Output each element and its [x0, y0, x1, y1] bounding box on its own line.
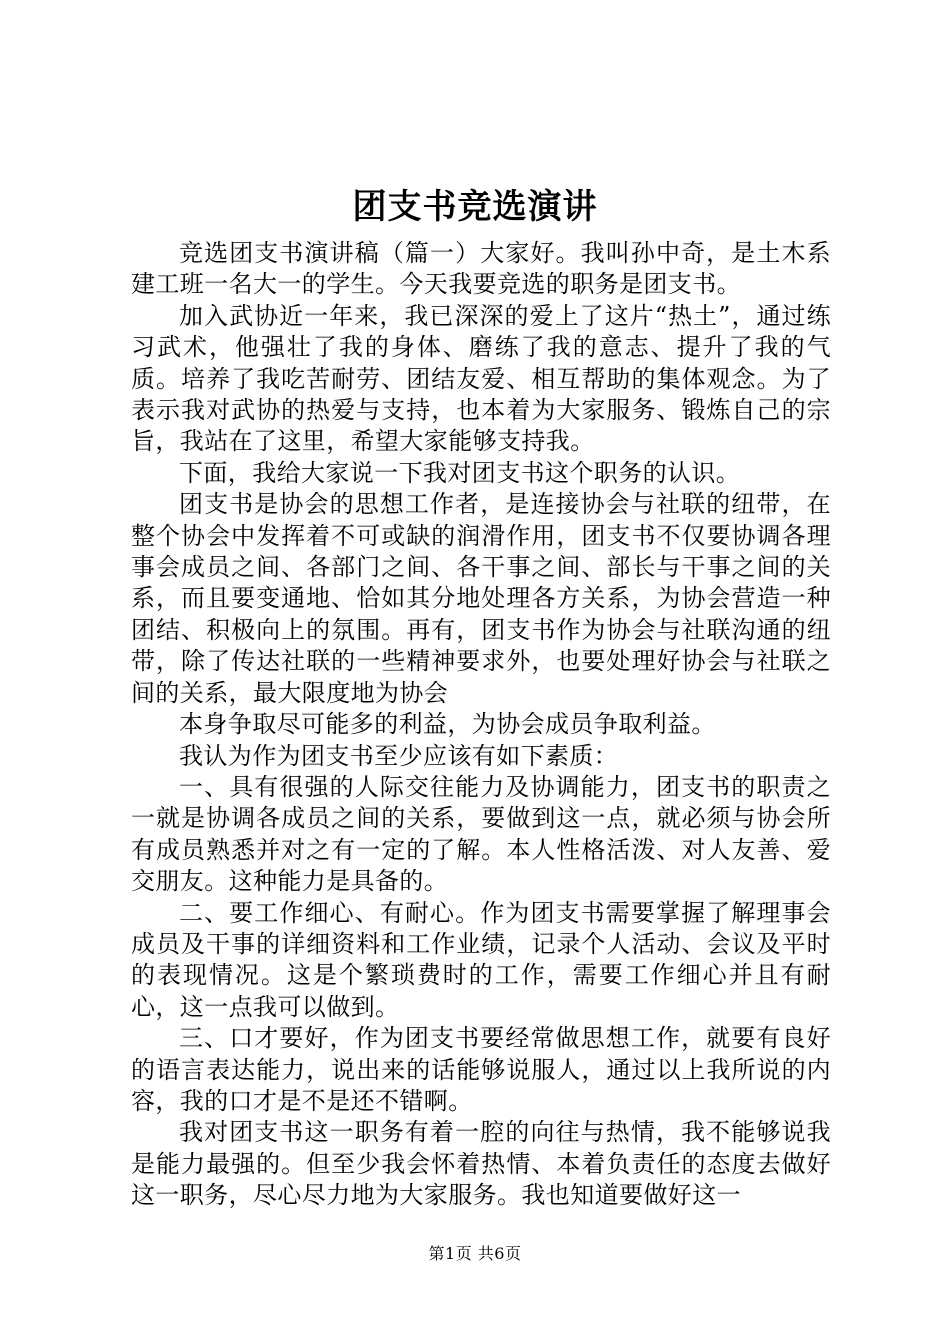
- page-number-footer: 第1页 共6页: [428, 1244, 522, 1263]
- paragraph: 本身争取尽可能多的利益，为协会成员争取利益。: [179, 710, 716, 739]
- paragraph: 我对团支书这一职务有着一腔的向往与热情，我不能够说我是能力最强的。但至少我会怀着热情、本着负责任的态度去做好这一职务，尽心尽力地为大家服务。我也知道要做好这一: [131, 1118, 831, 1210]
- paragraph: 我认为作为团支书至少应该有如下素质：: [179, 741, 619, 770]
- document-body: [131, 238, 831, 1212]
- paragraph: 三、口才要好，作为团支书要经常做思想工作，就要有良好的语言表达能力，说出来的话能够说服人，通过以上我所说的内容，我的口才是不是还不错啊。: [131, 1024, 831, 1115]
- paragraph: 下面，我给大家说一下我对团支书这个职务的认识。: [179, 458, 741, 487]
- paragraph: 团支书是协会的思想工作者，是连接协会与社联的纽带，在整个协会中发挥着不可或缺的润滑作用，团支书不仅要协调各理事会成员之间、各部门之间、各干事之间、部长与干事之间的关系，而且要变通地、恰如其分地处理各方关系，为协会营造一种团结、积极向上的氛围。再有，团支书作为协会与社联沟通的纽带，除了传达社联的一些精神要求外，也要处理好协会与社联之间的关系，最大限度地为协会: [131, 490, 831, 707]
- paragraph: 竞选团支书演讲稿（篇一）大家好。我叫孙中奇，是土木系建工班一名大一的学生。今天我要竞选的职务是团支书。: [131, 239, 831, 299]
- paragraph: 一、具有很强的人际交往能力及协调能力，团支书的职责之一就是协调各成员之间的关系，要做到这一点，就必须与协会所有成员熟悉并对之有一定的了解。本人性格活泼、对人友善、爱交朋友。这种能力是具备的。: [131, 772, 831, 896]
- paragraph: 二、要工作细心、有耐心。作为团支书需要掌握了解理事会成员及干事的详细资料和工作业绩，记录个人活动、会议及平时的表现情况。这是个繁琐费时的工作，需要工作细心并且有耐心，这一点我可以做到。: [131, 898, 831, 1021]
- document-title: 团支书竞选演讲: [352, 187, 598, 227]
- paragraph: 加入武协近一年来，我已深深的爱上了这片“热土”，通过练习武术，他强壮了我的身体、磨练了我的意志、提升了我的气质。培养了我吃苦耐劳、团结友爱、相互帮助的集体观念。为了表示我对武协的热爱与支持，也本着为大家服务、锻炼自己的宗旨，我站在了这里，希望大家能够支持我。: [131, 301, 831, 456]
